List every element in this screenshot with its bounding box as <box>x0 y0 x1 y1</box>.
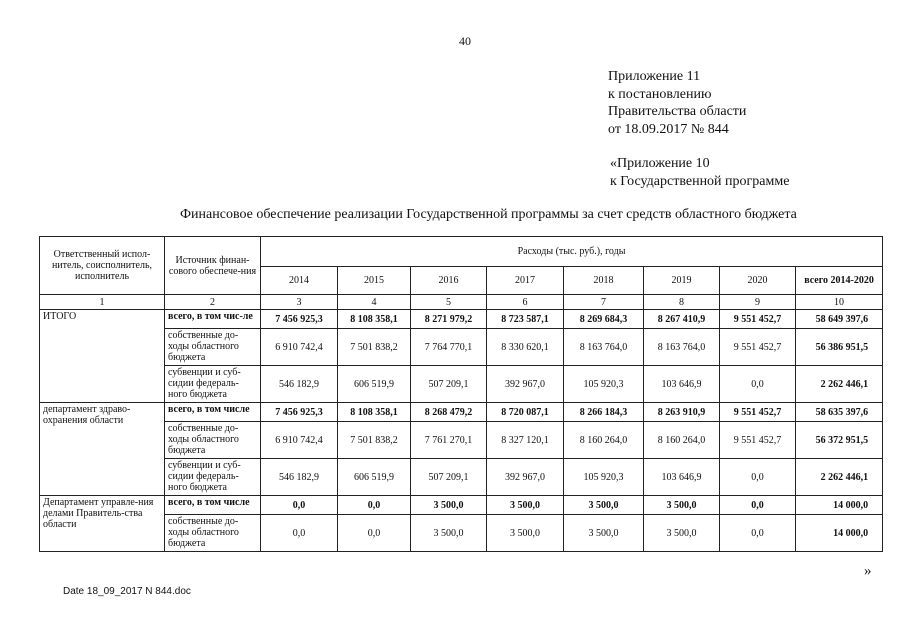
header-responsible: Ответственный испол-нитель, соисполнитель, исполнитель <box>40 237 165 295</box>
value-cell: 3 500,0 <box>644 496 720 515</box>
total-cell: 14 000,0 <box>796 515 883 552</box>
value-cell: 8 720 087,1 <box>487 403 564 422</box>
value-cell: 8 269 684,3 <box>564 310 644 329</box>
value-cell: 0,0 <box>338 515 411 552</box>
appendix-line: к постановлению <box>608 86 712 102</box>
value-cell: 9 551 452,7 <box>720 403 796 422</box>
index-cell: 6 <box>487 295 564 310</box>
header-year: 2019 <box>644 267 720 295</box>
value-cell: 3 500,0 <box>644 515 720 552</box>
value-cell: 3 500,0 <box>487 515 564 552</box>
value-cell: 392 967,0 <box>487 459 564 496</box>
index-cell: 8 <box>644 295 720 310</box>
table-row <box>40 515 883 552</box>
footer-filename: Date 18_09_2017 N 844.doc <box>63 586 191 597</box>
table-row <box>40 329 883 366</box>
value-cell: 392 967,0 <box>487 366 564 403</box>
source-cell: субвенции и суб-сидии федераль-ного бюджета <box>165 366 261 403</box>
value-cell: 8 271 979,2 <box>411 310 487 329</box>
value-cell: 105 920,3 <box>564 366 644 403</box>
value-cell: 3 500,0 <box>564 496 644 515</box>
value-cell: 606 519,9 <box>338 459 411 496</box>
value-cell: 8 723 587,1 <box>487 310 564 329</box>
table-row <box>40 496 883 515</box>
value-cell: 546 182,9 <box>261 366 338 403</box>
source-cell: субвенции и суб-сидии федераль-ного бюджета <box>165 459 261 496</box>
value-cell: 0,0 <box>720 459 796 496</box>
value-cell: 8 268 479,2 <box>411 403 487 422</box>
document-title: Финансовое обеспечение реализации Государственной программы за счет средств областного бюджета <box>180 207 797 222</box>
value-cell: 606 519,9 <box>338 366 411 403</box>
responsible-cell: Департамент управле-ния делами Правитель-ства области <box>40 496 165 552</box>
index-row <box>40 295 883 310</box>
total-cell: 2 262 446,1 <box>796 459 883 496</box>
index-cell: 3 <box>261 295 338 310</box>
value-cell: 7 501 838,2 <box>338 422 411 459</box>
value-cell: 105 920,3 <box>564 459 644 496</box>
index-cell: 2 <box>165 295 261 310</box>
header-year: 2017 <box>487 267 564 295</box>
value-cell: 6 910 742,4 <box>261 329 338 366</box>
total-cell: 58 635 397,6 <box>796 403 883 422</box>
value-cell: 7 456 925,3 <box>261 403 338 422</box>
header-year: 2020 <box>720 267 796 295</box>
value-cell: 3 500,0 <box>487 496 564 515</box>
table-body <box>40 295 883 552</box>
appendix-reference <box>610 155 789 190</box>
table-row <box>40 403 883 422</box>
index-cell: 9 <box>720 295 796 310</box>
value-cell: 9 551 452,7 <box>720 329 796 366</box>
source-cell: всего, в том числе <box>165 403 261 422</box>
header-source: Источник финан-сового обеспече-ния <box>165 237 261 295</box>
source-cell: собственные до-ходы областного бюджета <box>165 515 261 552</box>
total-cell: 2 262 446,1 <box>796 366 883 403</box>
value-cell: 546 182,9 <box>261 459 338 496</box>
appendix-line: Правительства области <box>608 104 747 119</box>
value-cell: 7 761 270,1 <box>411 422 487 459</box>
value-cell: 8 327 120,1 <box>487 422 564 459</box>
value-cell: 9 551 452,7 <box>720 310 796 329</box>
value-cell: 0,0 <box>720 515 796 552</box>
value-cell: 6 910 742,4 <box>261 422 338 459</box>
value-cell: 8 263 910,9 <box>644 403 720 422</box>
closing-quote-mark: » <box>864 563 872 579</box>
appendix-line: от 18.09.2017 № 844 <box>608 121 729 137</box>
value-cell: 103 646,9 <box>644 366 720 403</box>
total-cell: 58 649 397,6 <box>796 310 883 329</box>
value-cell: 8 108 358,1 <box>338 403 411 422</box>
table-row <box>40 310 883 329</box>
table-row <box>40 366 883 403</box>
table-row <box>40 459 883 496</box>
value-cell: 3 500,0 <box>411 496 487 515</box>
header-year: 2018 <box>564 267 644 295</box>
table-row <box>40 422 883 459</box>
responsible-cell: ИТОГО <box>40 310 165 403</box>
index-cell: 4 <box>338 295 411 310</box>
value-cell: 103 646,9 <box>644 459 720 496</box>
value-cell: 8 163 764,0 <box>644 329 720 366</box>
header-year: 2016 <box>411 267 487 295</box>
source-cell: всего, в том чис-ле <box>165 310 261 329</box>
value-cell: 8 330 620,1 <box>487 329 564 366</box>
value-cell: 8 267 410,9 <box>644 310 720 329</box>
value-cell: 8 163 764,0 <box>564 329 644 366</box>
header-expenses: Расходы (тыс. руб.), годы <box>261 237 883 267</box>
value-cell: 0,0 <box>261 496 338 515</box>
appendix-ref-line: к Государственной программе <box>610 173 790 189</box>
value-cell: 8 266 184,3 <box>564 403 644 422</box>
value-cell: 0,0 <box>720 366 796 403</box>
value-cell: 3 500,0 <box>564 515 644 552</box>
value-cell: 0,0 <box>338 496 411 515</box>
index-cell: 1 <box>40 295 165 310</box>
appendix-ref-line: «Приложение 10 <box>610 156 710 171</box>
source-cell: всего, в том числе <box>165 496 261 515</box>
appendix-block <box>608 68 746 138</box>
total-cell: 14 000,0 <box>796 496 883 515</box>
appendix-line: Приложение 11 <box>608 69 701 84</box>
financing-table <box>39 236 883 552</box>
value-cell: 8 108 358,1 <box>338 310 411 329</box>
index-cell: 10 <box>796 295 883 310</box>
source-cell: собственные до-ходы областного бюджета <box>165 422 261 459</box>
value-cell: 0,0 <box>720 496 796 515</box>
value-cell: 8 160 264,0 <box>564 422 644 459</box>
index-cell: 5 <box>411 295 487 310</box>
total-cell: 56 386 951,5 <box>796 329 883 366</box>
responsible-cell: департамент здраво-охранения области <box>40 403 165 496</box>
header-year: 2015 <box>338 267 411 295</box>
value-cell: 8 160 264,0 <box>644 422 720 459</box>
source-cell: собственные до-ходы областного бюджета <box>165 329 261 366</box>
total-cell: 56 372 951,5 <box>796 422 883 459</box>
header-year: 2014 <box>261 267 338 295</box>
value-cell: 7 456 925,3 <box>261 310 338 329</box>
value-cell: 9 551 452,7 <box>720 422 796 459</box>
index-cell: 7 <box>564 295 644 310</box>
value-cell: 507 209,1 <box>411 366 487 403</box>
value-cell: 0,0 <box>261 515 338 552</box>
value-cell: 3 500,0 <box>411 515 487 552</box>
header-total: всего 2014-2020 <box>796 267 883 295</box>
value-cell: 7 501 838,2 <box>338 329 411 366</box>
value-cell: 7 764 770,1 <box>411 329 487 366</box>
page-number: 40 <box>459 34 471 48</box>
value-cell: 507 209,1 <box>411 459 487 496</box>
